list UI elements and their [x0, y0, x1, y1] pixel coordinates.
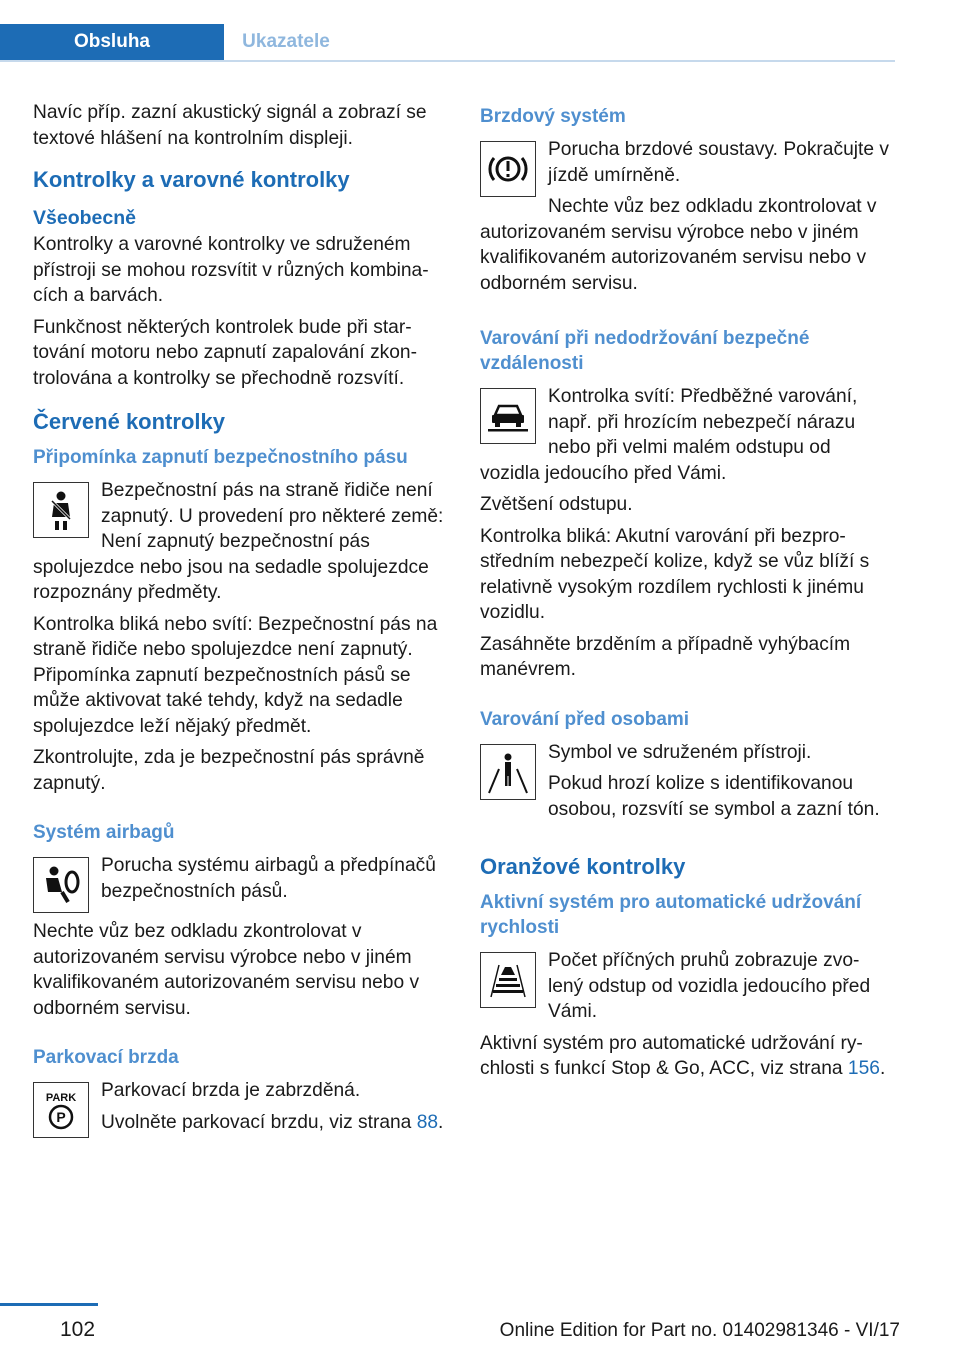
brake-paragraph-1: Porucha brzdové soustavy. Pokračujte v jízdě umírněně. [548, 139, 889, 186]
general-paragraph-2: Funkčnost některých kontrolek bude při star‐tování motoru nebo zapnutí zapalování zkon‐trolována a kontrolky se přechodně rozsvítí. [33, 316, 417, 389]
heading-general: Všeobecně [33, 207, 136, 229]
heading-seatbelt: Připomínka zapnutí bezpečnostního pásu [33, 447, 408, 468]
airbag-paragraph-2: Nechte vůz bez odkladu zkontrolovat v autorizovaném servisu výrobce nebo v jiném kvalifikovaném autorizovaném servisu nebo v odborném servisu. [33, 921, 420, 1019]
brake-paragraph-2: Nechte vůz bez odkladu zkontrolovat v autorizovaném servisu výrobce nebo v jiném kvalifikovaném autorizovaném servisu nebo v odborném servisu. [480, 196, 877, 294]
left-column [33, 100, 451, 1144]
distance-paragraph-2: Zvětšení odstupu. [480, 494, 633, 515]
brake-system-block [480, 137, 890, 302]
seatbelt-icon [33, 482, 89, 538]
person-warning-block [480, 740, 890, 829]
tab-obsluha[interactable]: Obsluha [0, 24, 224, 60]
acc-block [480, 948, 890, 1031]
distance-paragraph-3: Kontrolka bliká: Akutní varování při bezpro‐středním nebezpečí kolize, když se vůz blíží s relativně vysokým rozdílem rychlosti k jinému vozidlu. [480, 525, 870, 623]
page-link-156[interactable]: 156 [847, 1058, 880, 1079]
page-number-rule [0, 1303, 98, 1306]
distance-bars-icon [480, 952, 536, 1008]
heading-brake-system: Brzdový systém [480, 106, 626, 127]
heading-person-warning: Varování před osobami [480, 708, 690, 730]
section-title: Kontrolky a varovné kontrolky [33, 167, 350, 192]
heading-red-lights: Červené kontrolky [33, 409, 225, 434]
header-divider [0, 60, 895, 62]
park-brake-icon [33, 1082, 89, 1138]
heading-parking-brake: Parkovací brzda [33, 1047, 179, 1068]
edition-note: Online Edition for Part no. 01402981346 - VI/17 [499, 1320, 900, 1341]
airbag-block [33, 853, 451, 919]
distance-paragraph-1: Kontrolka svítí: Předběžné varování, např. při hrozícím nebezpečí nárazu nebo při velmi malém odstupu od vozidla jedoucího před Vámi. [480, 386, 858, 484]
heading-airbag: Systém airbagů [33, 822, 175, 843]
heading-distance-warning: Varování při nedodržování bezpečné vzdálenosti [480, 328, 810, 374]
intro-text: Navíc příp. zazní akustický signál a zobrazí se textové hlášení na kontrolním displeji. [33, 102, 427, 149]
seatbelt-block [33, 478, 451, 612]
acc-paragraph-1: Počet příčných pruhů zobrazuje zvo‐lený odstup od vozidla jedoucího před Vámi. [548, 950, 871, 1022]
page-link-88[interactable]: 88 [416, 1111, 439, 1133]
parking-brake-paragraph-1: Parkovací brzda je zabrzděná. [101, 1080, 361, 1101]
person-paragraph-2: Pokud hrozí kolize s identifikovanou osobou, rozsvítí se symbol a zazní tón. [548, 773, 880, 820]
heading-acc: Aktivní systém pro automatické udržování rychlosti [480, 892, 862, 938]
park-icon-text: PARK [45, 1092, 77, 1104]
general-paragraph-1: Kontrolky a varovné kontrolky ve sdruženém přístroji se mohou rozsvítit v různých kombina‐cích a barvách. [33, 234, 429, 306]
seatbelt-paragraph-2: Kontrolka bliká nebo svítí: Bezpečnostní pás na straně řidiče nebo spolujezdce není zapnutý. Připomínka zapnutí bezpečnostních pásů se může aktivovat také tehdy, když na sedadle spolujezdce leží nějaký předmět. [33, 613, 438, 737]
svg-text:P: P [56, 1109, 66, 1125]
tab-ukazatele[interactable]: Ukazatele [242, 31, 330, 52]
distance-paragraph-4: Zasáhněte brzděním a případně vyhýbacím manévrem. [480, 633, 851, 680]
distance-warning-block [480, 384, 890, 492]
brake-system-icon [480, 141, 536, 197]
page-number: 102 [60, 1318, 96, 1341]
heading-orange-lights: Oranžové kontrolky [480, 854, 686, 879]
airbag-paragraph-1: Porucha systému airbagů a předpínačů bezpečnostních pásů. [101, 855, 436, 902]
collision-warning-icon [480, 388, 536, 444]
right-column [480, 100, 890, 1088]
pedestrian-warning-icon [480, 744, 536, 800]
person-paragraph-1: Symbol ve sdruženém přístroji. [548, 741, 812, 763]
seatbelt-paragraph-1: Bezpečnostní pás na straně řidiče není zapnutý. U provedení pro některé země: Není zapnutý bezpečnostní pás spolujezdce nebo jsou na sedadle spolujezdce rozpoznány předměty. [33, 480, 444, 603]
header-tabs [0, 24, 895, 62]
parking-brake-block [33, 1078, 451, 1144]
seatbelt-paragraph-3: Zkontrolujte, zda je bezpečnostní pás správně zapnutý. [33, 747, 425, 794]
airbag-icon [33, 857, 89, 913]
acc-paragraph-2: Aktivní systém pro automatické udržování ry‐chlosti s funkcí Stop & Go, ACC, viz strana 156. [480, 1032, 886, 1079]
parking-brake-paragraph-2: Uvolněte parkovací brzdu, viz strana 88. [101, 1111, 444, 1133]
